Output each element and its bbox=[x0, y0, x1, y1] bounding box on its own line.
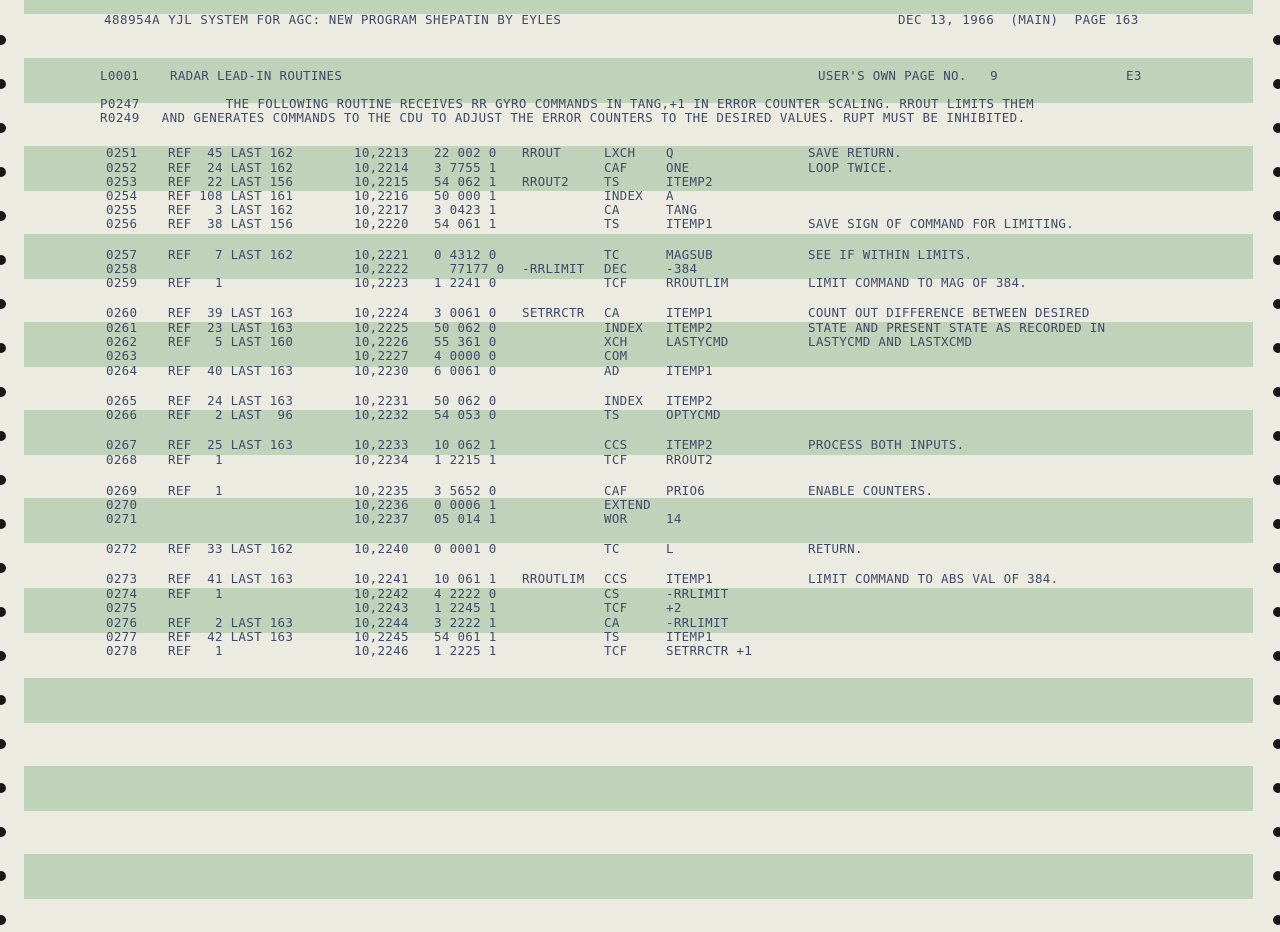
listing-operand: L bbox=[666, 541, 674, 556]
listing-opcode: AD bbox=[604, 363, 620, 378]
listing-ref-field: REF 3 LAST 162 bbox=[168, 202, 294, 217]
listing-seq: 0265 bbox=[106, 393, 138, 408]
listing-ref-field: REF 24 LAST 162 bbox=[168, 160, 294, 175]
listing-comment: ENABLE COUNTERS. bbox=[808, 483, 934, 498]
listing-address: 10,2245 bbox=[354, 629, 409, 644]
listing-ref-field: REF 1 bbox=[168, 643, 223, 658]
listing-seq: 0267 bbox=[106, 437, 138, 452]
listing-address: 10,2226 bbox=[354, 334, 409, 349]
listing-opcode: INDEX bbox=[604, 393, 644, 408]
listing-address: 10,2241 bbox=[354, 571, 409, 586]
feed-hole bbox=[1273, 783, 1280, 793]
listing-row bbox=[0, 261, 1280, 276]
listing-seq: 0254 bbox=[106, 188, 138, 203]
listing-row bbox=[0, 393, 1280, 408]
feed-hole bbox=[0, 739, 6, 749]
listing-row bbox=[0, 160, 1280, 175]
listing-opcode: CA bbox=[604, 202, 620, 217]
listing-label: RROUT bbox=[522, 145, 562, 160]
listing-opcode: TC bbox=[604, 247, 620, 262]
feed-hole bbox=[0, 783, 6, 793]
listing-comment: LIMIT COMMAND TO MAG OF 384. bbox=[808, 275, 1028, 290]
listing-machine-code: 6 0061 0 bbox=[434, 363, 497, 378]
listing-seq: 0275 bbox=[106, 600, 138, 615]
green-band bbox=[24, 854, 1253, 899]
listing-machine-code: 1 2225 1 bbox=[434, 643, 497, 658]
listing-operand: 14 bbox=[666, 511, 682, 526]
listing-seq: 0271 bbox=[106, 511, 138, 526]
listing-opcode: TCF bbox=[604, 452, 628, 467]
listing-seq: 0257 bbox=[106, 247, 138, 262]
listing-address: 10,2242 bbox=[354, 586, 409, 601]
listing-comment: STATE AND PRESENT STATE AS RECORDED IN bbox=[808, 320, 1106, 335]
listing-machine-code: 1 2215 1 bbox=[434, 452, 497, 467]
listing-seq: 0251 bbox=[106, 145, 138, 160]
listing-address: 10,2223 bbox=[354, 275, 409, 290]
intro-line-2-text: AND GENERATES COMMANDS TO THE CDU TO ADJUST THE ERROR COUNTERS TO THE DESIRED VALUES. RUPT MUST BE INHIBITED. bbox=[161, 110, 1026, 125]
feed-hole bbox=[1273, 695, 1280, 705]
listing-ref-field: REF 22 LAST 156 bbox=[168, 174, 294, 189]
page-header-title: 488954A YJL SYSTEM FOR AGC: NEW PROGRAM SHEPATIN BY EYLES bbox=[104, 12, 562, 27]
listing-ref-field: REF 24 LAST 163 bbox=[168, 393, 294, 408]
listing-row bbox=[0, 541, 1280, 556]
listing-machine-code: 05 014 1 bbox=[434, 511, 497, 526]
listing-row bbox=[0, 497, 1280, 512]
listing-row bbox=[0, 600, 1280, 615]
listing-address: 10,2220 bbox=[354, 216, 409, 231]
listing-ref-field: REF 2 LAST 163 bbox=[168, 615, 294, 630]
listing-row bbox=[0, 320, 1280, 335]
listing-row bbox=[0, 452, 1280, 467]
listing-seq: 0258 bbox=[106, 261, 138, 276]
listing-comment: RETURN. bbox=[808, 541, 863, 556]
listing-operand: ITEMP1 bbox=[666, 305, 713, 320]
feed-hole bbox=[1273, 915, 1280, 925]
listing-machine-code: 0 0001 0 bbox=[434, 541, 497, 556]
green-band bbox=[24, 766, 1253, 811]
listing-ref-field: REF 23 LAST 163 bbox=[168, 320, 294, 335]
listing-opcode: EXTEND bbox=[604, 497, 651, 512]
listing-address: 10,2214 bbox=[354, 160, 409, 175]
listing-opcode: TCF bbox=[604, 275, 628, 290]
intro-line-1-text: THE FOLLOWING ROUTINE RECEIVES RR GYRO COMMANDS IN TANG,+1 IN ERROR COUNTER SCALING. RROUT LIMITS THEM bbox=[225, 96, 1035, 111]
listing-row bbox=[0, 275, 1280, 290]
listing-opcode: DEC bbox=[604, 261, 628, 276]
listing-seq: 0262 bbox=[106, 334, 138, 349]
feed-hole bbox=[1273, 827, 1280, 837]
listing-opcode: TS bbox=[604, 629, 620, 644]
listing-machine-code: 54 061 1 bbox=[434, 216, 497, 231]
listing-label: RROUT2 bbox=[522, 174, 569, 189]
listing-opcode: CA bbox=[604, 615, 620, 630]
listing-address: 10,2240 bbox=[354, 541, 409, 556]
listing-operand: A bbox=[666, 188, 674, 203]
listing-address: 10,2237 bbox=[354, 511, 409, 526]
listing-address: 10,2221 bbox=[354, 247, 409, 262]
listing-machine-code: 54 061 1 bbox=[434, 629, 497, 644]
listing-row bbox=[0, 348, 1280, 363]
listing-address: 10,2224 bbox=[354, 305, 409, 320]
listing-seq: 0260 bbox=[106, 305, 138, 320]
listing-ref-field: REF 38 LAST 156 bbox=[168, 216, 294, 231]
listing-opcode: COM bbox=[604, 348, 628, 363]
listing-seq: 0278 bbox=[106, 643, 138, 658]
listing-operand: TANG bbox=[666, 202, 698, 217]
listing-operand: ITEMP1 bbox=[666, 571, 713, 586]
listing-address: 10,2217 bbox=[354, 202, 409, 217]
listing-row bbox=[0, 643, 1280, 658]
listing-ref-field: REF 33 LAST 162 bbox=[168, 541, 294, 556]
listing-operand: ITEMP2 bbox=[666, 320, 713, 335]
listing-machine-code: 1 2241 0 bbox=[434, 275, 497, 290]
listing-machine-code: 54 053 0 bbox=[434, 407, 497, 422]
listing-operand: MAGSUB bbox=[666, 247, 713, 262]
listing-machine-code: 55 361 0 bbox=[434, 334, 497, 349]
listing-machine-code: 4 2222 0 bbox=[434, 586, 497, 601]
listing-operand: -RRLIMIT bbox=[666, 586, 729, 601]
listing-machine-code: 3 0423 1 bbox=[434, 202, 497, 217]
listing-row bbox=[0, 247, 1280, 262]
user-page-number: USER'S OWN PAGE NO. 9 bbox=[818, 68, 998, 83]
feed-hole bbox=[0, 123, 6, 133]
listing-machine-code: 50 000 1 bbox=[434, 188, 497, 203]
listing-operand: ITEMP2 bbox=[666, 174, 713, 189]
listing-seq: 0256 bbox=[106, 216, 138, 231]
listing-label: SETRRCTR bbox=[522, 305, 585, 320]
listing-opcode: TCF bbox=[604, 600, 628, 615]
listing-opcode: CA bbox=[604, 305, 620, 320]
listing-row bbox=[0, 511, 1280, 526]
listing-opcode: INDEX bbox=[604, 188, 644, 203]
listing-ref-field: REF 7 LAST 162 bbox=[168, 247, 294, 262]
listing-opcode: TCF bbox=[604, 643, 628, 658]
listing-operand: OPTYCMD bbox=[666, 407, 721, 422]
listing-row bbox=[0, 305, 1280, 320]
listing-row bbox=[0, 437, 1280, 452]
listing-seq: 0274 bbox=[106, 586, 138, 601]
listing-machine-code: 77177 0 bbox=[434, 261, 505, 276]
listing-address: 10,2213 bbox=[354, 145, 409, 160]
listing-operand: ITEMP1 bbox=[666, 216, 713, 231]
listing-row bbox=[0, 586, 1280, 601]
feed-hole bbox=[1273, 79, 1280, 89]
listing-row bbox=[0, 629, 1280, 644]
intro-line-1-id: P0247 bbox=[100, 96, 140, 111]
listing-operand: SETRRCTR +1 bbox=[666, 643, 753, 658]
listing-address: 10,2216 bbox=[354, 188, 409, 203]
listing-address: 10,2215 bbox=[354, 174, 409, 189]
listing-seq: 0273 bbox=[106, 571, 138, 586]
listing-machine-code: 3 7755 1 bbox=[434, 160, 497, 175]
listing-ref-field: REF 108 LAST 161 bbox=[168, 188, 294, 203]
listing-ref-field: REF 1 bbox=[168, 275, 223, 290]
listing-seq: 0252 bbox=[106, 160, 138, 175]
listing-seq: 0268 bbox=[106, 452, 138, 467]
listing-machine-code: 0 4312 0 bbox=[434, 247, 497, 262]
listing-opcode: TS bbox=[604, 174, 620, 189]
listing-operand: -384 bbox=[666, 261, 698, 276]
listing-seq: 0276 bbox=[106, 615, 138, 630]
listing-address: 10,2244 bbox=[354, 615, 409, 630]
listing-ref-field: REF 5 LAST 160 bbox=[168, 334, 294, 349]
listing-row bbox=[0, 363, 1280, 378]
listing-operand: -RRLIMIT bbox=[666, 615, 729, 630]
listing-opcode: LXCH bbox=[604, 145, 636, 160]
listing-comment: LASTYCMD AND LASTXCMD bbox=[808, 334, 973, 349]
listing-operand: ITEMP1 bbox=[666, 363, 713, 378]
listing-seq: 0263 bbox=[106, 348, 138, 363]
listing-address: 10,2227 bbox=[354, 348, 409, 363]
listing-row bbox=[0, 483, 1280, 498]
listing-address: 10,2231 bbox=[354, 393, 409, 408]
listing-ref-field: REF 41 LAST 163 bbox=[168, 571, 294, 586]
listing-row bbox=[0, 202, 1280, 217]
listing-seq: 0270 bbox=[106, 497, 138, 512]
feed-hole bbox=[0, 915, 6, 925]
listing-row bbox=[0, 188, 1280, 203]
listing-seq: 0272 bbox=[106, 541, 138, 556]
listing-opcode: CCS bbox=[604, 437, 628, 452]
listing-row bbox=[0, 334, 1280, 349]
listing-operand: RROUTLIM bbox=[666, 275, 729, 290]
feed-hole bbox=[1273, 123, 1280, 133]
listing-seq: 0253 bbox=[106, 174, 138, 189]
feed-hole bbox=[1273, 871, 1280, 881]
feed-hole bbox=[0, 827, 6, 837]
feed-hole bbox=[1273, 739, 1280, 749]
listing-ref-field: REF 45 LAST 162 bbox=[168, 145, 294, 160]
listing-opcode: INDEX bbox=[604, 320, 644, 335]
listing-operand: +2 bbox=[666, 600, 682, 615]
green-band bbox=[24, 678, 1253, 723]
feed-hole bbox=[0, 871, 6, 881]
listing-comment: LOOP TWICE. bbox=[808, 160, 895, 175]
feed-hole bbox=[0, 79, 6, 89]
listing-seq: 0269 bbox=[106, 483, 138, 498]
intro-line-1 bbox=[100, 98, 1034, 110]
listing-ref-field: REF 1 bbox=[168, 483, 223, 498]
page-header-date: DEC 13, 1966 (MAIN) PAGE 163 bbox=[898, 12, 1139, 27]
listing-opcode: TS bbox=[604, 407, 620, 422]
listing-machine-code: 3 0061 0 bbox=[434, 305, 497, 320]
listing-opcode: CAF bbox=[604, 483, 628, 498]
listing-address: 10,2234 bbox=[354, 452, 409, 467]
listing-ref-field: REF 25 LAST 163 bbox=[168, 437, 294, 452]
listing-machine-code: 1 2245 1 bbox=[434, 600, 497, 615]
listing-operand: LASTYCMD bbox=[666, 334, 729, 349]
listing-machine-code: 10 062 1 bbox=[434, 437, 497, 452]
feed-hole bbox=[0, 35, 6, 45]
listing-label: RROUTLIM bbox=[522, 571, 585, 586]
listing-seq: 0277 bbox=[106, 629, 138, 644]
listing-machine-code: 10 061 1 bbox=[434, 571, 497, 586]
log-number: L0001 bbox=[100, 68, 140, 83]
listing-machine-code: 3 5652 0 bbox=[434, 483, 497, 498]
listing-machine-code: 50 062 0 bbox=[434, 393, 497, 408]
listing-address: 10,2230 bbox=[354, 363, 409, 378]
listing-label: -RRLIMIT bbox=[522, 261, 585, 276]
intro-line-2-id: R0249 bbox=[100, 110, 140, 125]
listing-row bbox=[0, 615, 1280, 630]
listing-operand: ONE bbox=[666, 160, 690, 175]
listing-address: 10,2225 bbox=[354, 320, 409, 335]
listing-comment: PROCESS BOTH INPUTS. bbox=[808, 437, 965, 452]
listing-row bbox=[0, 145, 1280, 160]
listing-seq: 0255 bbox=[106, 202, 138, 217]
listing-comment: SEE IF WITHIN LIMITS. bbox=[808, 247, 973, 262]
listing-seq: 0264 bbox=[106, 363, 138, 378]
listing-machine-code: 50 062 0 bbox=[434, 320, 497, 335]
listing-address: 10,2243 bbox=[354, 600, 409, 615]
listing-seq: 0261 bbox=[106, 320, 138, 335]
listing-machine-code: 0 0006 1 bbox=[434, 497, 497, 512]
listing-opcode: WOR bbox=[604, 511, 628, 526]
listing-row bbox=[0, 174, 1280, 189]
listing-seq: 0259 bbox=[106, 275, 138, 290]
listing-operand: Q bbox=[666, 145, 674, 160]
listing-opcode: CCS bbox=[604, 571, 628, 586]
listing-ref-field: REF 42 LAST 163 bbox=[168, 629, 294, 644]
listing-machine-code: 22 002 0 bbox=[434, 145, 497, 160]
listing-comment: SAVE SIGN OF COMMAND FOR LIMITING. bbox=[808, 216, 1075, 231]
listing-comment: SAVE RETURN. bbox=[808, 145, 902, 160]
feed-hole bbox=[1273, 35, 1280, 45]
listing-ref-field: REF 39 LAST 163 bbox=[168, 305, 294, 320]
listing-row bbox=[0, 216, 1280, 231]
listing-ref-field: REF 40 LAST 163 bbox=[168, 363, 294, 378]
listing-seq: 0266 bbox=[106, 407, 138, 422]
listing-opcode: CS bbox=[604, 586, 620, 601]
listing-address: 10,2246 bbox=[354, 643, 409, 658]
listing-opcode: TS bbox=[604, 216, 620, 231]
listing-address: 10,2236 bbox=[354, 497, 409, 512]
listing-address: 10,2235 bbox=[354, 483, 409, 498]
listing-row bbox=[0, 571, 1280, 586]
listing-operand: ITEMP2 bbox=[666, 437, 713, 452]
listing-ref-field: REF 1 bbox=[168, 586, 223, 601]
listing-ref-field: REF 1 bbox=[168, 452, 223, 467]
listing-ref-field: REF 2 LAST 96 bbox=[168, 407, 294, 422]
listing-row bbox=[0, 407, 1280, 422]
listing-opcode: TC bbox=[604, 541, 620, 556]
feed-hole bbox=[0, 695, 6, 705]
listing-address: 10,2222 bbox=[354, 261, 409, 276]
listing-comment: COUNT OUT DIFFERENCE BETWEEN DESIRED bbox=[808, 305, 1090, 320]
listing-address: 10,2232 bbox=[354, 407, 409, 422]
listing-opcode: CAF bbox=[604, 160, 628, 175]
listing-machine-code: 3 2222 1 bbox=[434, 615, 497, 630]
listing-address: 10,2233 bbox=[354, 437, 409, 452]
listing-comment: LIMIT COMMAND TO ABS VAL OF 384. bbox=[808, 571, 1059, 586]
page-code: E3 bbox=[1126, 68, 1142, 83]
section-title: RADAR LEAD-IN ROUTINES bbox=[170, 68, 343, 83]
listing-opcode: XCH bbox=[604, 334, 628, 349]
listing-operand: PRIO6 bbox=[666, 483, 706, 498]
listing-operand: ITEMP2 bbox=[666, 393, 713, 408]
listing-operand: ITEMP1 bbox=[666, 629, 713, 644]
listing-operand: RROUT2 bbox=[666, 452, 713, 467]
listing-machine-code: 54 062 1 bbox=[434, 174, 497, 189]
intro-line-2 bbox=[100, 112, 1026, 124]
listing-machine-code: 4 0000 0 bbox=[434, 348, 497, 363]
